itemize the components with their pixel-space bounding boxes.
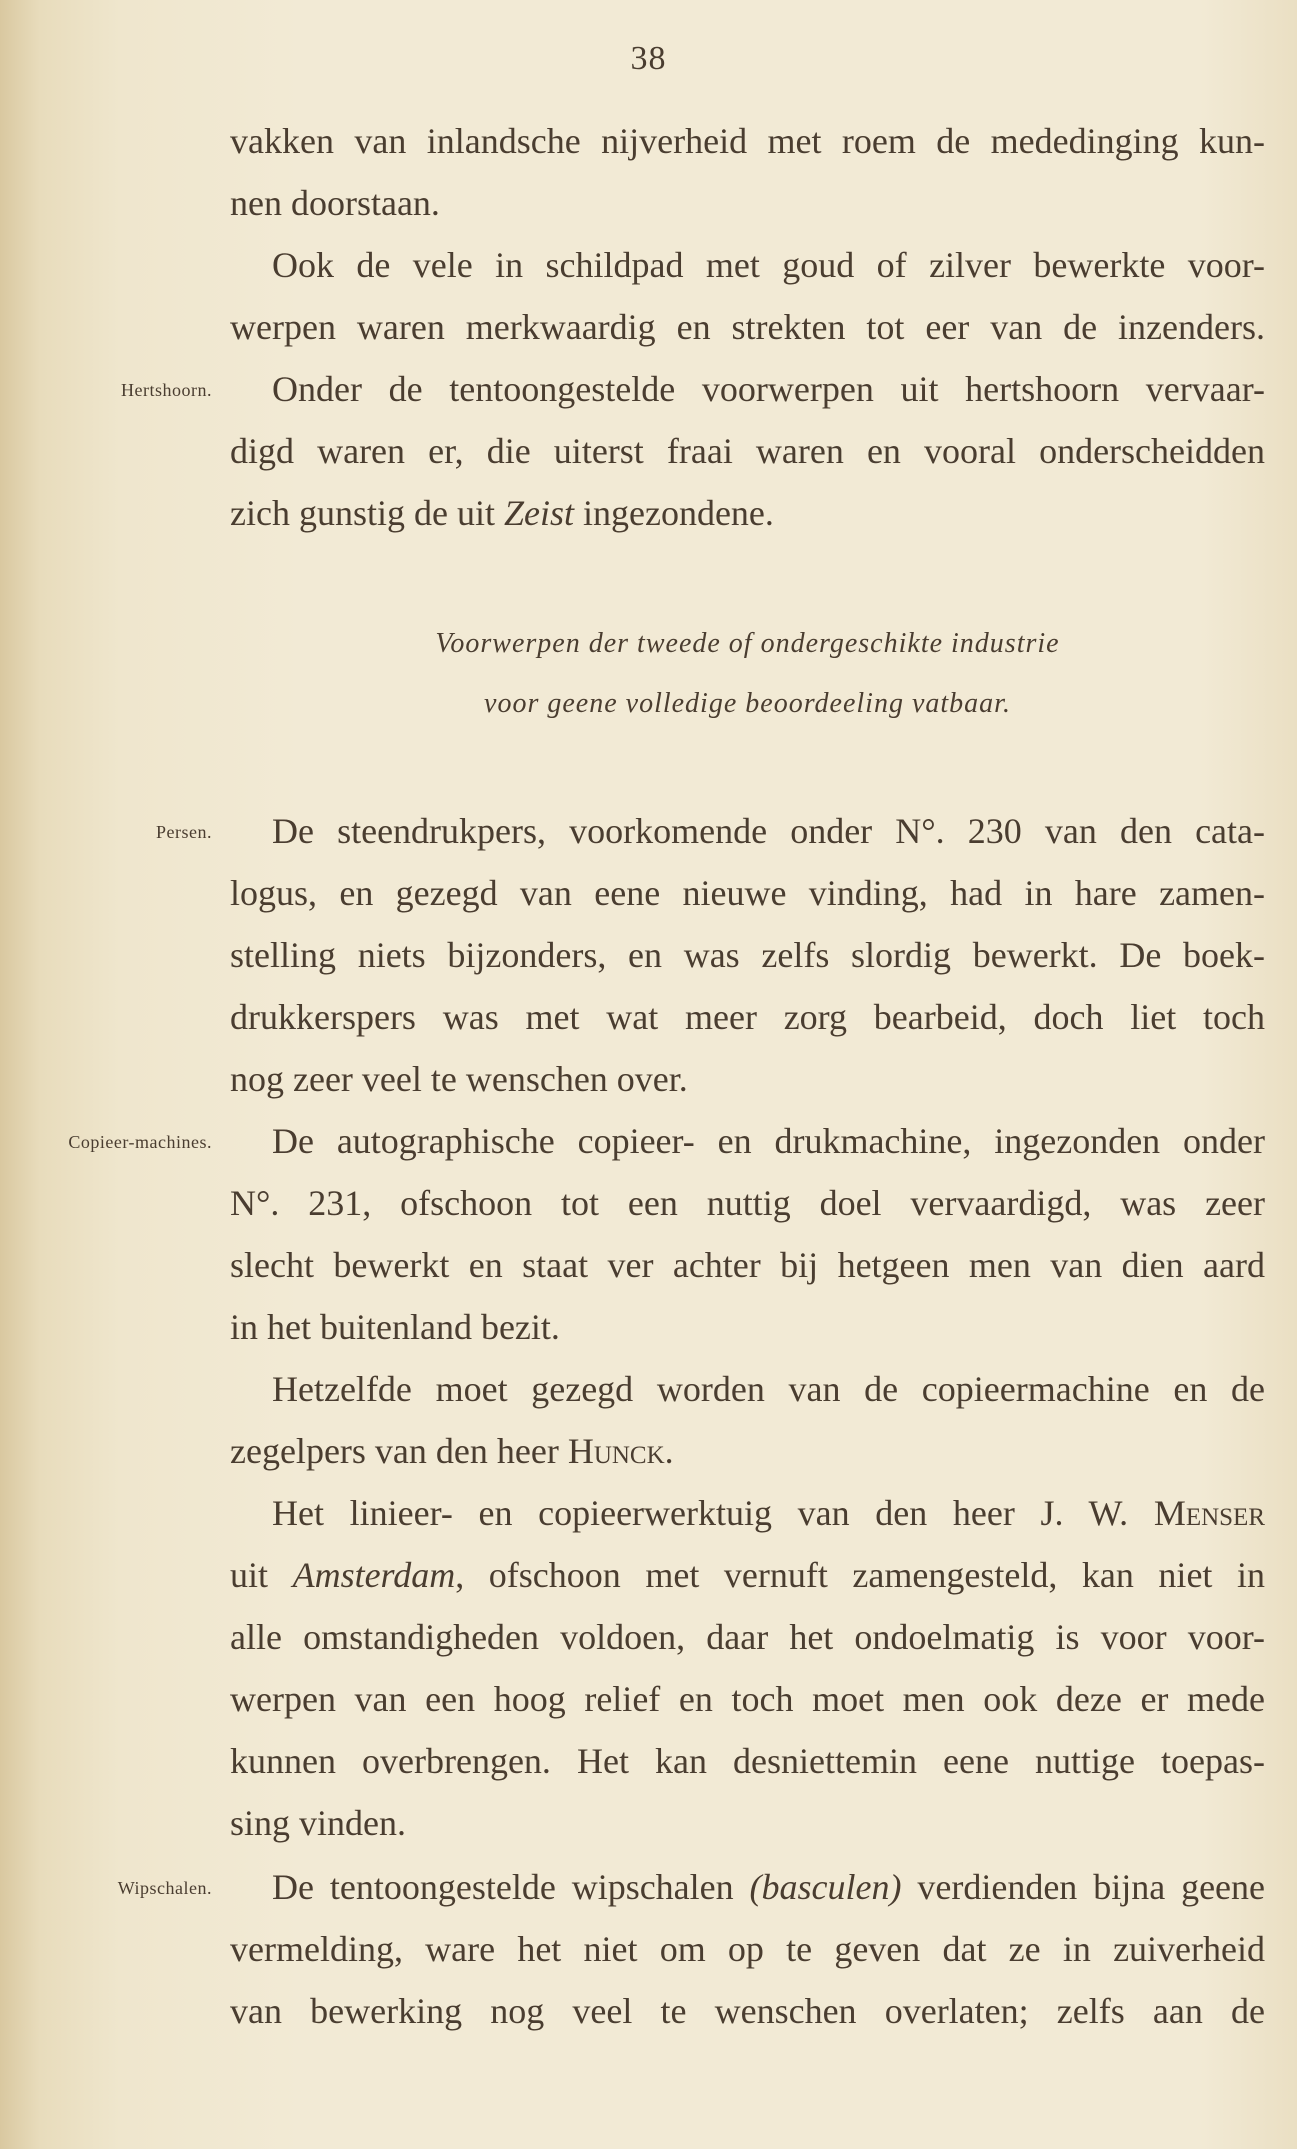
- person-name: Hunck: [567, 1431, 665, 1471]
- text-span: verdienden bijna geene: [901, 1867, 1265, 1907]
- text-line: nog zeer veel te wenschen over.: [230, 1059, 688, 1099]
- text-line: [230, 482, 1265, 544]
- text-line: De autographische copieer- en drukmachine, ingezonden onder: [272, 1121, 1265, 1161]
- text-span: Het linieer- en copieerwerktuig van den heer J. W.: [272, 1493, 1154, 1533]
- text-span: , ofschoon met vernuft zamengesteld, kan niet in: [455, 1555, 1265, 1595]
- paragraph-6: [230, 1358, 1265, 1482]
- text-line: in het buitenland bezit.: [230, 1307, 560, 1347]
- page-number: 38: [630, 40, 667, 77]
- text-line: sing vinden.: [230, 1803, 406, 1843]
- text-span: ingezondene.: [573, 493, 774, 533]
- text-line: werpen waren merkwaardig en strekten tot eer van de inzenders.: [230, 307, 1265, 347]
- text-line: [230, 1856, 1265, 1918]
- text-line: nen doorstaan.: [230, 183, 440, 223]
- text-line: vermelding, ware het niet om op te geven dat ze in zuiverheid: [230, 1929, 1265, 1969]
- text-line: Ook de vele in schildpad met goud of zilver bewerkte voor-: [272, 245, 1265, 285]
- heading-line-2: voor geene volledige beoordeeling vatbaar.: [484, 688, 1011, 719]
- text-span: zich gunstig de uit: [230, 493, 504, 533]
- text-line: digd waren er, die uiterst fraai waren en vooral onderscheidden: [230, 431, 1265, 471]
- paragraph-3: [230, 358, 1265, 544]
- text-line: Hetzelfde moet gezegd worden van de copieermachine en de: [272, 1369, 1265, 1409]
- text-line: N°. 231, ofschoon tot een nuttig doel vervaardigd, was zeer: [230, 1183, 1265, 1223]
- text-line: alle omstandigheden voldoen, daar het ondoelmatig is voor voor-: [230, 1617, 1265, 1657]
- text-line: [230, 1544, 1265, 1606]
- text-span: De tentoongestelde wipschalen: [272, 1867, 750, 1907]
- paragraph-2: [230, 234, 1265, 358]
- text-line: Onder de tentoongestelde voorwerpen uit hertshoorn vervaar-: [272, 369, 1265, 409]
- paragraph-1: [230, 110, 1265, 234]
- text-line: kunnen overbrengen. Het kan desniettemin eene nuttige toepas-: [230, 1741, 1265, 1781]
- margin-note-copieer: Copieer-machines.: [68, 1132, 212, 1152]
- margin-note-hertshoorn: Hertshoorn.: [121, 380, 212, 400]
- text-line: slecht bewerkt en staat ver achter bij hetgeen men van dien aard: [230, 1245, 1265, 1285]
- text-line: De steendrukpers, voorkomende onder N°. 230 van den cata-: [272, 811, 1265, 851]
- text-line: stelling niets bijzonders, en was zelfs slordig bewerkt. De boek-: [230, 935, 1265, 975]
- text-span: zegelpers van den heer: [230, 1431, 568, 1471]
- heading-line-1: Voorwerpen der tweede of ondergeschikte industrie: [435, 628, 1060, 659]
- text-line: van bewerking nog veel te wenschen overlaten; zelfs aan de: [230, 1991, 1265, 2031]
- text-line: [230, 1482, 1265, 1544]
- text-span: uit: [230, 1555, 293, 1595]
- margin-note-persen: Persen.: [156, 822, 212, 842]
- italic-term: (basculen): [749, 1867, 902, 1907]
- place-name: Zeist: [503, 493, 574, 533]
- section-heading: [230, 614, 1265, 734]
- text-line: logus, en gezegd van eene nieuwe vinding, had in hare zamen-: [230, 873, 1265, 913]
- text-line: vakken van inlandsche nijverheid met roem de mededinging kun-: [230, 121, 1265, 161]
- paragraph-4: [230, 800, 1265, 1110]
- person-name: Menser: [1153, 1493, 1265, 1533]
- text-line: werpen van een hoog relief en toch moet men ook deze er mede: [230, 1679, 1265, 1719]
- paragraph-7: [230, 1482, 1265, 1854]
- text-line: [230, 1420, 1265, 1482]
- text-line: drukkerspers was met wat meer zorg bearbeid, doch liet toch: [230, 997, 1265, 1037]
- margin-note-wipschalen: Wipschalen.: [117, 1878, 212, 1898]
- place-name: Amsterdam: [292, 1555, 456, 1595]
- paragraph-8: [230, 1856, 1265, 2042]
- paragraph-5: [230, 1110, 1265, 1358]
- text-span: .: [664, 1431, 674, 1471]
